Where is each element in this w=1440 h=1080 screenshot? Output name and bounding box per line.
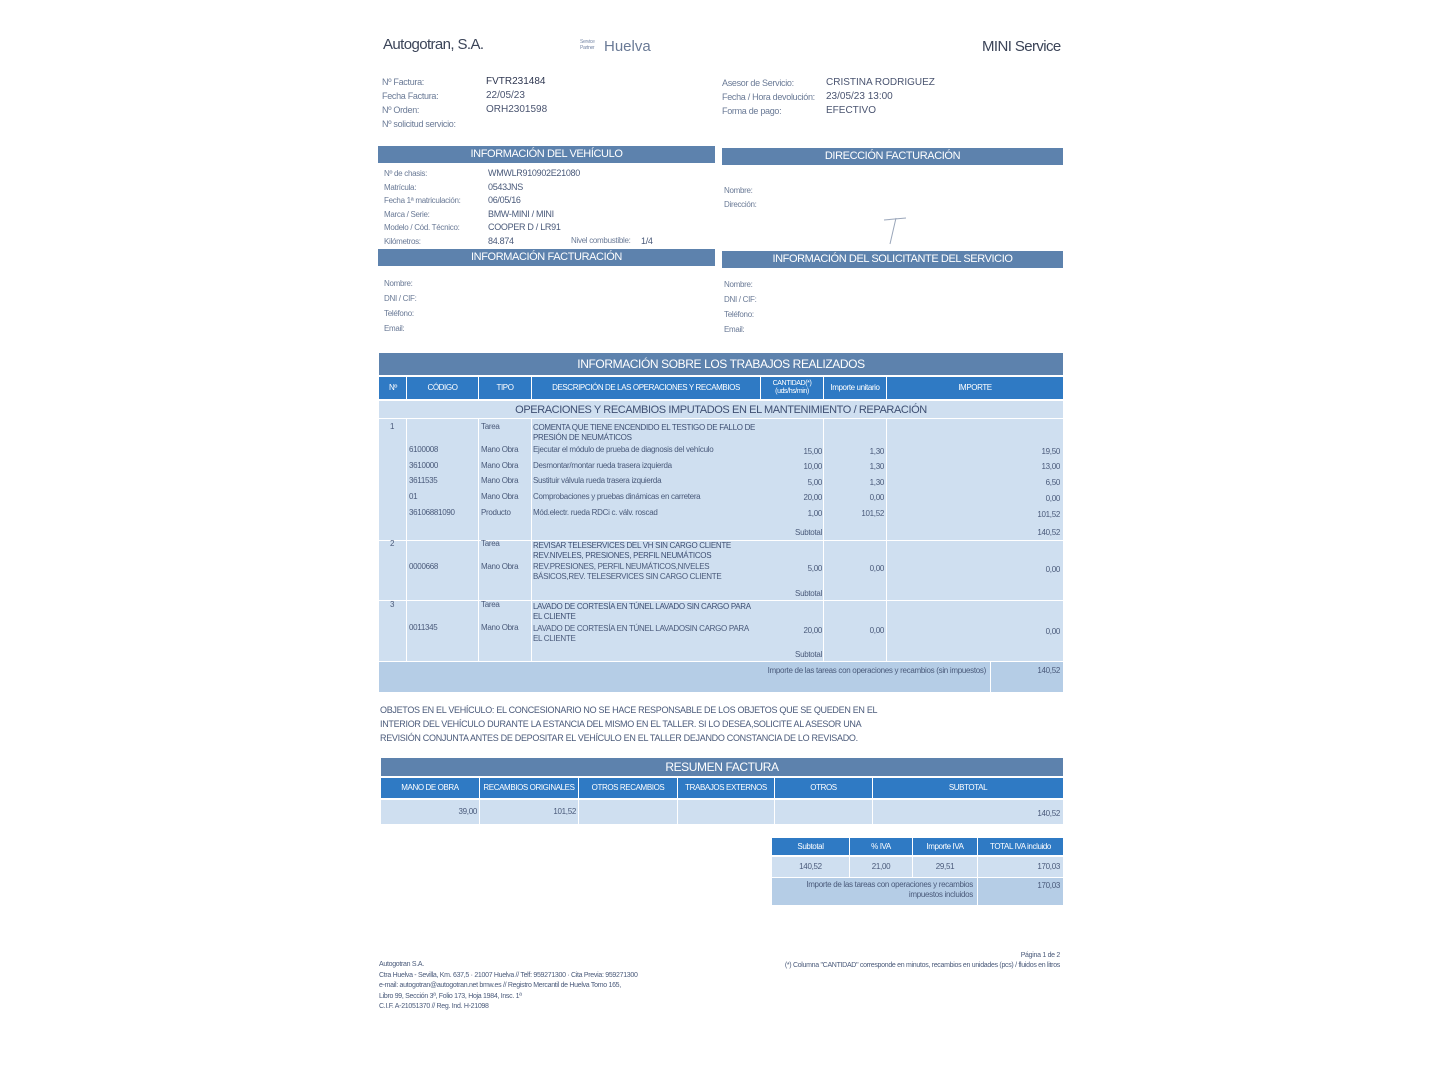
vehicle-brand: BMW-MINI / MINI [488,208,554,219]
section-divider [379,418,1063,419]
summary-subtotal: 140,52 [1037,809,1060,818]
chassis-number: WMWLR910902E21080 [488,168,580,178]
applicant-info-header: INFORMACIÓN DEL SOLICITANTE DEL SERVICIO [722,251,1063,268]
invoice-label: Nº Factura: [382,77,424,87]
billing-label: Nombre: [384,279,413,288]
billing-address-header: DIRECCIÓN FACTURACIÓN [722,148,1063,165]
billing-label: Teléfono: [384,309,414,318]
row-quantity: 5,00 [807,478,822,487]
mileage: 84.874 [488,235,514,246]
row-type: Mano Obra [481,461,519,470]
tax-col: Subtotal [797,841,824,851]
billing-info-labels [384,276,417,336]
total-divider [990,662,991,692]
tax-total-inc: 170,03 [1037,862,1060,871]
summary-col: RECAMBIOS ORIGINALES [483,783,575,792]
row-type: Mano Obra [481,445,519,454]
billing-address-labels [724,184,757,212]
footer-line: Ctra Huelva - Sevilla, Km. 637,5 · 21007 Huelva // Telf: 959271300 · Cita Previa: 959271300 [379,971,638,979]
address-label: Nombre: [724,186,753,195]
summary-divider [677,778,678,824]
row-amount: 13,00 [1041,462,1060,471]
row-code: 3611535 [409,476,438,485]
tax-total-label: Importe de las tareas con operaciones y recambios impuestos incluidos [806,880,973,899]
col-amount: IMPORTE [958,383,992,392]
payment-method: EFECTIVO [826,105,877,116]
invoice-label: Fecha Factura: [382,91,439,101]
applicant-info-labels [724,277,757,337]
quantity-note: (*) Columna "CANTIDAD" corresponde en minutos, recambios en unidades (pcs) / fluidos en litros [784,962,1060,969]
group-number: 1 [390,422,395,431]
tax-col: % IVA [871,841,891,851]
row-amount: 0,00 [1045,565,1060,574]
advisor-labels [722,76,827,118]
billing-info-header: INFORMACIÓN FACTURACIÓN [378,249,715,266]
task-type: Tarea [481,539,500,548]
row-code: 36106881090 [409,508,455,517]
vehicle-label: Fecha 1ª matriculación: [384,196,461,205]
tax-total-value: 170,03 [1037,881,1060,890]
task-description: REVISAR TELESERVICES DEL VH SIN CARGO CLIENTE REV.NIVELES, PRESIONES, PERFIL NEUMÁTICOS [533,541,731,560]
tax-amount: 29,51 [935,862,955,871]
applicant-label: Teléfono: [724,310,754,319]
vehicle-model: COOPER D / LR91 [488,222,561,232]
return-datetime: 23/05/23 13:00 [826,91,893,102]
company-name: Autogotran, S.A. [383,36,484,53]
row-amount: 0,00 [1045,494,1060,503]
handwritten-mark [880,212,910,248]
header-divider [406,377,407,399]
vehicle-label: Nº de chasis: [384,169,428,178]
vehicle-labels [384,167,484,248]
subtotal-label: Subtotal [795,589,822,598]
invoice-labels [382,75,482,131]
address-label: Dirección: [724,200,757,209]
row-unit-price: 1,30 [869,478,884,487]
summary-header: RESUMEN FACTURA [381,758,1063,776]
row-description: REV.PRESIONES, PERFIL NEUMÁTICOS,NIVELES BÁSICOS,REV. TELESERVICES SIN CARGO CLIENTE [533,562,722,581]
row-unit-price: 0,00 [869,493,884,502]
vehicle-label: Kilómetros: [384,236,421,246]
row-unit-price: 1,30 [869,462,884,471]
works-section-title: OPERACIONES Y RECAMBIOS IMPUTADOS EN EL MANTENIMIENTO / REPARACIÓN [515,404,927,416]
billing-label: DNI / CIF: [384,294,417,303]
row-quantity: 5,00 [807,564,822,573]
summary-divider [774,778,775,824]
row-quantity: 1,00 [807,509,822,518]
summary-labor: 39,00 [458,807,477,816]
header-divider [531,377,532,399]
footer-line: Autogotran S.A. [379,961,424,968]
applicant-label: Email: [724,325,745,334]
row-description: Ejecutar el módulo de prueba de diagnosis del vehículo [533,445,714,454]
col-unit-price: Importe unitario [830,383,880,392]
row-code: 01 [409,492,418,501]
task-type: Tarea [481,422,500,431]
vehicle-info-header: INFORMACIÓN DEL VEHÍCULO [378,146,715,163]
tax-divider [977,838,978,905]
invoice-label: Nº Orden: [382,105,420,115]
row-description: Desmontar/montar rueda trasera izquierda [533,461,672,470]
tax-col: TOTAL IVA incluido [990,841,1051,851]
advisor-name: CRISTINA RODRIGUEZ [826,77,935,88]
brand-name: MINI Service [982,38,1061,55]
row-description: Comprobaciones y pruebas dinámicas en carretera [533,492,701,501]
applicant-label: DNI / CIF: [724,295,757,304]
header-divider [478,377,479,399]
payment-label: Forma de pago: [722,106,782,116]
summary-col: TRABAJOS EXTERNOS [685,783,767,792]
row-description: LAVADO DE CORTESÍA EN TÚNEL LAVADOSIN CARGO PARA EL CLIENTE [533,624,749,643]
row-code: 0000668 [409,562,439,571]
col-description: DESCRIPCIÓN DE LAS OPERACIONES Y RECAMBIOS [552,383,740,392]
footer-company [379,960,709,1013]
row-code: 0011345 [409,623,438,632]
group-number: 3 [390,600,395,609]
row-amount: 0,00 [1045,627,1060,636]
row-type: Producto [481,508,511,517]
applicant-label: Nombre: [724,280,753,289]
notice-line: OBJETOS EN EL VEHÍCULO: EL CONCESIONARIO NO SE HACE RESPONSABLE DE LOS OBJETOS QUE SE QUEDEN EN EL [380,705,878,715]
billing-label: Email: [384,324,405,333]
footer-line: e-mail: autogotran@autogotran.net bmw.es // Registro Mercantil de Huelva Tomo 165, [379,982,621,989]
col-number: Nº [389,383,397,392]
row-quantity: 15,00 [803,447,822,456]
row-code: 3610000 [409,461,439,470]
plate-number: 0543JNS [488,181,523,192]
row-type: Mano Obra [481,476,519,485]
row-unit-price: 101,52 [861,509,884,518]
vehicle-label: Matrícula: [384,182,417,192]
vehicle-label: Marca / Serie: [384,209,430,219]
invoice-values [486,75,636,117]
summary-divider [479,778,480,824]
fuel-level: 1/4 [641,236,653,246]
col-type: TIPO [496,383,514,392]
row-type: Mano Obra [481,623,519,632]
objects-notice [380,703,920,745]
advisor-label: Asesor de Servicio: [722,78,794,88]
row-quantity: 20,00 [803,626,822,635]
page-number: Página 1 de 2 [1020,952,1060,959]
footer-line: C.I.F. A-21051370 // Reg. Ind. H-21098 [379,1003,489,1010]
advisor-values [826,76,1026,118]
invoice-date: 22/05/23 [486,90,525,101]
row-quantity: 20,00 [803,493,822,502]
row-amount: 6,50 [1045,478,1060,487]
summary-col: MANO DE OBRA [401,783,459,792]
fuel-label: Nivel combustible: [571,236,631,245]
works-header: INFORMACIÓN SOBRE LOS TRABAJOS REALIZADOS [379,353,1063,375]
subtotal-label: Subtotal [795,528,822,537]
registration-date: 06/05/16 [488,195,521,205]
works-total-label: Importe de las tareas con operaciones y recambios (sin impuestos) [767,666,986,675]
summary-original-parts: 101,52 [553,807,576,816]
tax-divider [912,838,913,877]
location-name: Huelva [604,38,651,55]
task-description: COMENTA QUE TIENE ENCENDIDO EL TESTIGO DE FALLO DE PRESIÓN DE NEUMÁTICOS [533,423,756,442]
row-amount: 19,50 [1041,447,1060,456]
location-small: Service Partner [580,39,595,51]
summary-divider [578,778,579,824]
row-code: 6100008 [409,445,439,454]
task-type: Tarea [481,600,500,609]
handwritten-stroke [884,218,906,244]
subtotal-value: 140,52 [1037,528,1060,537]
group-number: 2 [390,539,395,548]
col-quantity: CANTIDAD(*) (uds/hs/min) [772,380,812,395]
header-divider [760,377,761,399]
tax-subtotal: 140,52 [799,862,822,871]
notice-line: REVISIÓN CONJUNTA ANTES DE DEPOSITAR EL VEHÍCULO EN EL TALLER DEJANDO CONSTANCIA DE LO REVISADO. [380,733,858,743]
col-code: CÓDIGO [427,383,458,392]
row-quantity: 10,00 [803,462,822,471]
summary-col: SUBTOTAL [948,783,988,792]
works-total-value: 140,52 [1037,666,1060,675]
row-type: Mano Obra [481,562,519,571]
tax-rate: 21,00 [871,862,891,871]
row-unit-price: 0,00 [869,626,884,635]
tax-divider [849,838,850,877]
summary-col: OTROS RECAMBIOS [591,783,665,792]
row-description: Mód.electr. rueda RDCi c. válv. roscad [533,508,658,517]
header-divider [886,377,887,399]
task-description: LAVADO DE CORTESÍA EN TÚNEL LAVADO SIN CARGO PARA EL CLIENTE [533,602,751,621]
notice-line: INTERIOR DEL VEHÍCULO DURANTE LA ESTANCIA DEL MISMO EN EL TALLER. SI LO DESEA,SOLICITE AL ASESOR UNA [380,719,862,729]
header-divider [823,377,824,399]
row-amount: 101,52 [1037,510,1060,519]
subtotal-label: Subtotal [795,650,822,659]
row-unit-price: 0,00 [869,564,884,573]
vehicle-label: Modelo / Cód. Técnico: [384,223,460,232]
row-unit-price: 1,30 [869,447,884,456]
invoice-label: Nº solicitud servicio: [382,119,456,129]
order-number: ORH2301598 [486,104,548,115]
invoice-number: FVTR231484 [486,76,546,87]
return-label: Fecha / Hora devolución: [722,92,815,102]
tax-col: Importe IVA [926,841,964,851]
row-description: Sustituir válvula rueda trasera izquierda [533,476,662,485]
row-type: Mano Obra [481,492,519,501]
summary-col: OTROS [810,783,837,792]
footer-line: Libro 99, Sección 3ª, Folio 173, Hoja 1984, Insc. 1ª [379,992,522,1000]
